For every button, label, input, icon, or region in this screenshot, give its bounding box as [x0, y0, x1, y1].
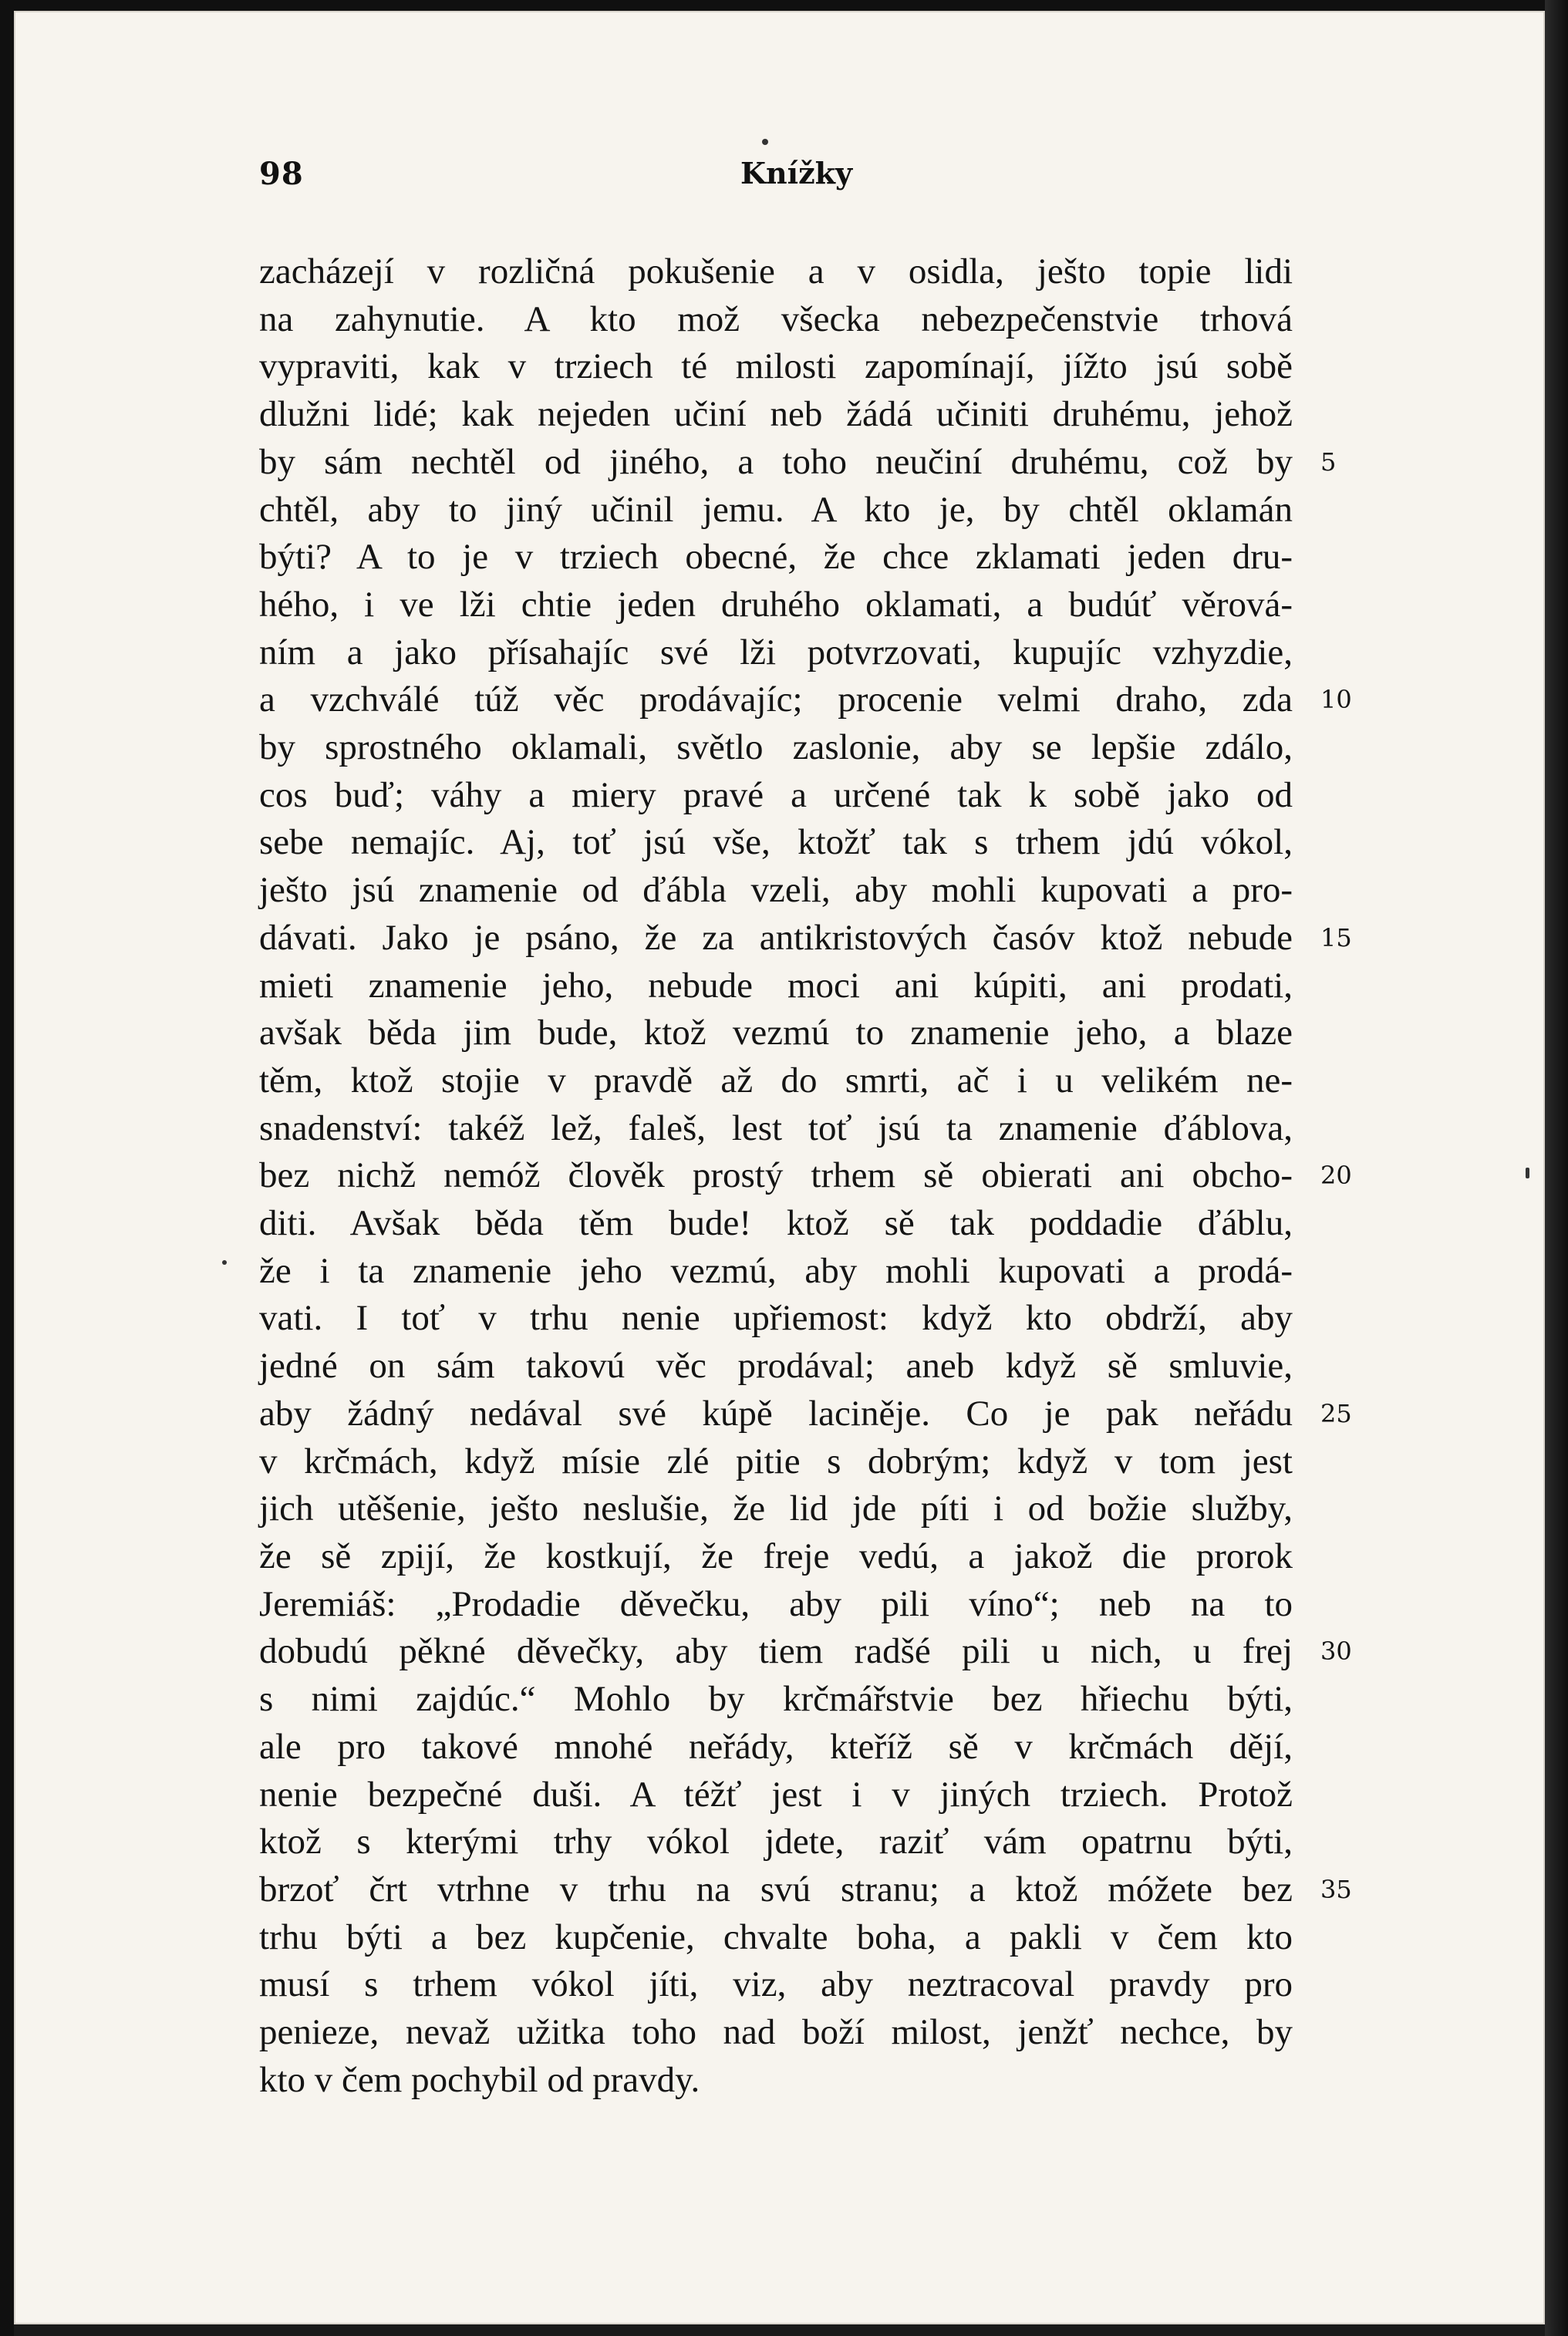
text-line: snadenství: takéž lež, faleš, lest toť jsú ta znamenie ďáblova,: [259, 1107, 1293, 1148]
page-heading: Knížky: [740, 156, 853, 190]
line-number: 15: [1320, 922, 1352, 952]
text-line: s nimi zajdúc.“ Mohlo by krčmářstvie bez hřiechu býti,: [259, 1679, 1293, 1720]
text-line: ktož s kterými trhy vókol jdete, raziť vám opatrnu býti,: [259, 1822, 1293, 1862]
text-line: avšak běda jim bude, ktož vezmú to znamenie jeho, a blaze: [259, 1013, 1293, 1053]
text-line: bez nichž nemóž člověk prostý trhem sě obierati ani obcho-: [259, 1155, 1293, 1196]
text-line: brzoť črt vtrhne v trhu na svú stranu; a ktož móžete bez: [259, 1869, 1293, 1910]
running-head: [247, 148, 1296, 202]
ink-speck: [762, 139, 768, 145]
text-line: Jeremiáš: „Prodadie děvečku, aby pili víno“; neb na to: [259, 1583, 1293, 1624]
text-line: nenie bezpečné duši. A téžť jest i v jiných trziech. Protož: [259, 1774, 1293, 1815]
text-line: těm, ktož stojie v pravdě až do smrti, ač i u velikém ne-: [259, 1060, 1293, 1101]
text-line: diti. Avšak běda těm bude! ktož sě tak poddadie ďáblu,: [259, 1203, 1293, 1244]
text-line: vati. I toť v trhu nenie upřiemost: když kto obdrží, aby: [259, 1298, 1293, 1339]
text-line: aby žádný nedával své kúpě laciněje. Co je pak neřádu: [259, 1393, 1293, 1434]
scan-edge-left: [0, 0, 14, 2336]
text-line: mieti znamenie jeho, nebude moci ani kúpiti, ani prodati,: [259, 965, 1293, 1006]
line-number: 25: [1320, 1398, 1352, 1428]
line-number: 20: [1320, 1161, 1352, 1191]
text-line: na zahynutie. A kto mož všecka nebezpečenstvie trhová: [259, 298, 1293, 339]
text-line: ním a jako přísahajíc své lži potvrzovati, kupujíc vzhyzdie,: [259, 632, 1293, 672]
text-line: by sám nechtěl od jiného, a toho neučiní druhému, což by: [259, 441, 1293, 482]
line-number: 30: [1320, 1637, 1352, 1667]
text-line: penieze, nevaž užitka toho nad boží milost, jenžť nechce, by: [259, 2012, 1293, 2053]
text-line: v krčmách, když mísie zlé pitie s dobrým; když v tom jest: [259, 1441, 1293, 1481]
text-line: ale pro takové mnohé neřády, kteříž sě v krčmách dějí,: [259, 1726, 1293, 1767]
text-line: dávati. Jako je psáno, že za antikristových časóv ktož nebude: [259, 917, 1293, 958]
text-line: trhu býti a bez kupčenie, chvalte boha, a pakli v čem kto: [259, 1916, 1293, 1957]
text-line: dlužni lidé; kak nejeden učiní neb žádá učiniti druhému, jehož: [259, 394, 1293, 435]
text-line: ješto jsú znamenie od ďábla vzeli, aby mohli kupovati a pro-: [259, 870, 1293, 911]
ink-speck: [222, 1260, 227, 1265]
line-number: 35: [1320, 1874, 1352, 1904]
line-number: 10: [1320, 685, 1352, 715]
body-text: [259, 248, 1293, 2104]
scan-edge-top: [0, 0, 1568, 11]
text-line: jich utěšenie, ješto neslušie, že lid jde píti i od božie služby,: [259, 1488, 1293, 1529]
text-line: že i ta znamenie jeho vezmú, aby mohli kupovati a prodá-: [259, 1250, 1293, 1291]
text-line: dobudú pěkné děvečky, aby tiem radšé pili u nich, u frej: [259, 1631, 1293, 1672]
line-number: 5: [1320, 447, 1337, 477]
text-line: býti? A to je v trziech obecné, že chce zklamati jeden dru-: [259, 537, 1293, 578]
page-number: 98: [259, 156, 304, 192]
text-line: hého, i ve lži chtie jeden druhého oklamati, a budúť věrová-: [259, 584, 1293, 625]
text-line: jedné on sám takovú věc prodával; aneb když sě smluvie,: [259, 1346, 1293, 1387]
text-line: zacházejí v rozličná pokušenie a v osidla, ješto topie lidi: [259, 251, 1293, 292]
text-line: kto v čem pochybil od pravdy.: [259, 2059, 700, 2100]
scan-edge-right: [1545, 0, 1568, 2336]
text-line: cos buď; váhy a miery pravé a určené tak k sobě jako od: [259, 774, 1293, 815]
text-line: sebe nemajíc. Aj, toť jsú vše, ktožť tak s trhem jdú vókol,: [259, 822, 1293, 863]
text-line: by sprostného oklamali, světlo zaslonie, aby se lepšie zdálo,: [259, 727, 1293, 768]
ink-speck: [1526, 1168, 1529, 1178]
text-line: vypraviti, kak v trziech té milosti zapomínají, jížto jsú sobě: [259, 346, 1293, 387]
text-line: musí s trhem vókol jíti, viz, aby neztracoval pravdy pro: [259, 1964, 1293, 2005]
text-line: že sě zpijí, že kostkují, že freje vedú, a jakož die prorok: [259, 1535, 1293, 1576]
text-line: a vzchválé túž věc prodávajíc; procenie velmi draho, zda: [259, 679, 1293, 720]
text-line: chtěl, aby to jiný učinil jemu. A kto je, by chtěl oklamán: [259, 489, 1293, 530]
